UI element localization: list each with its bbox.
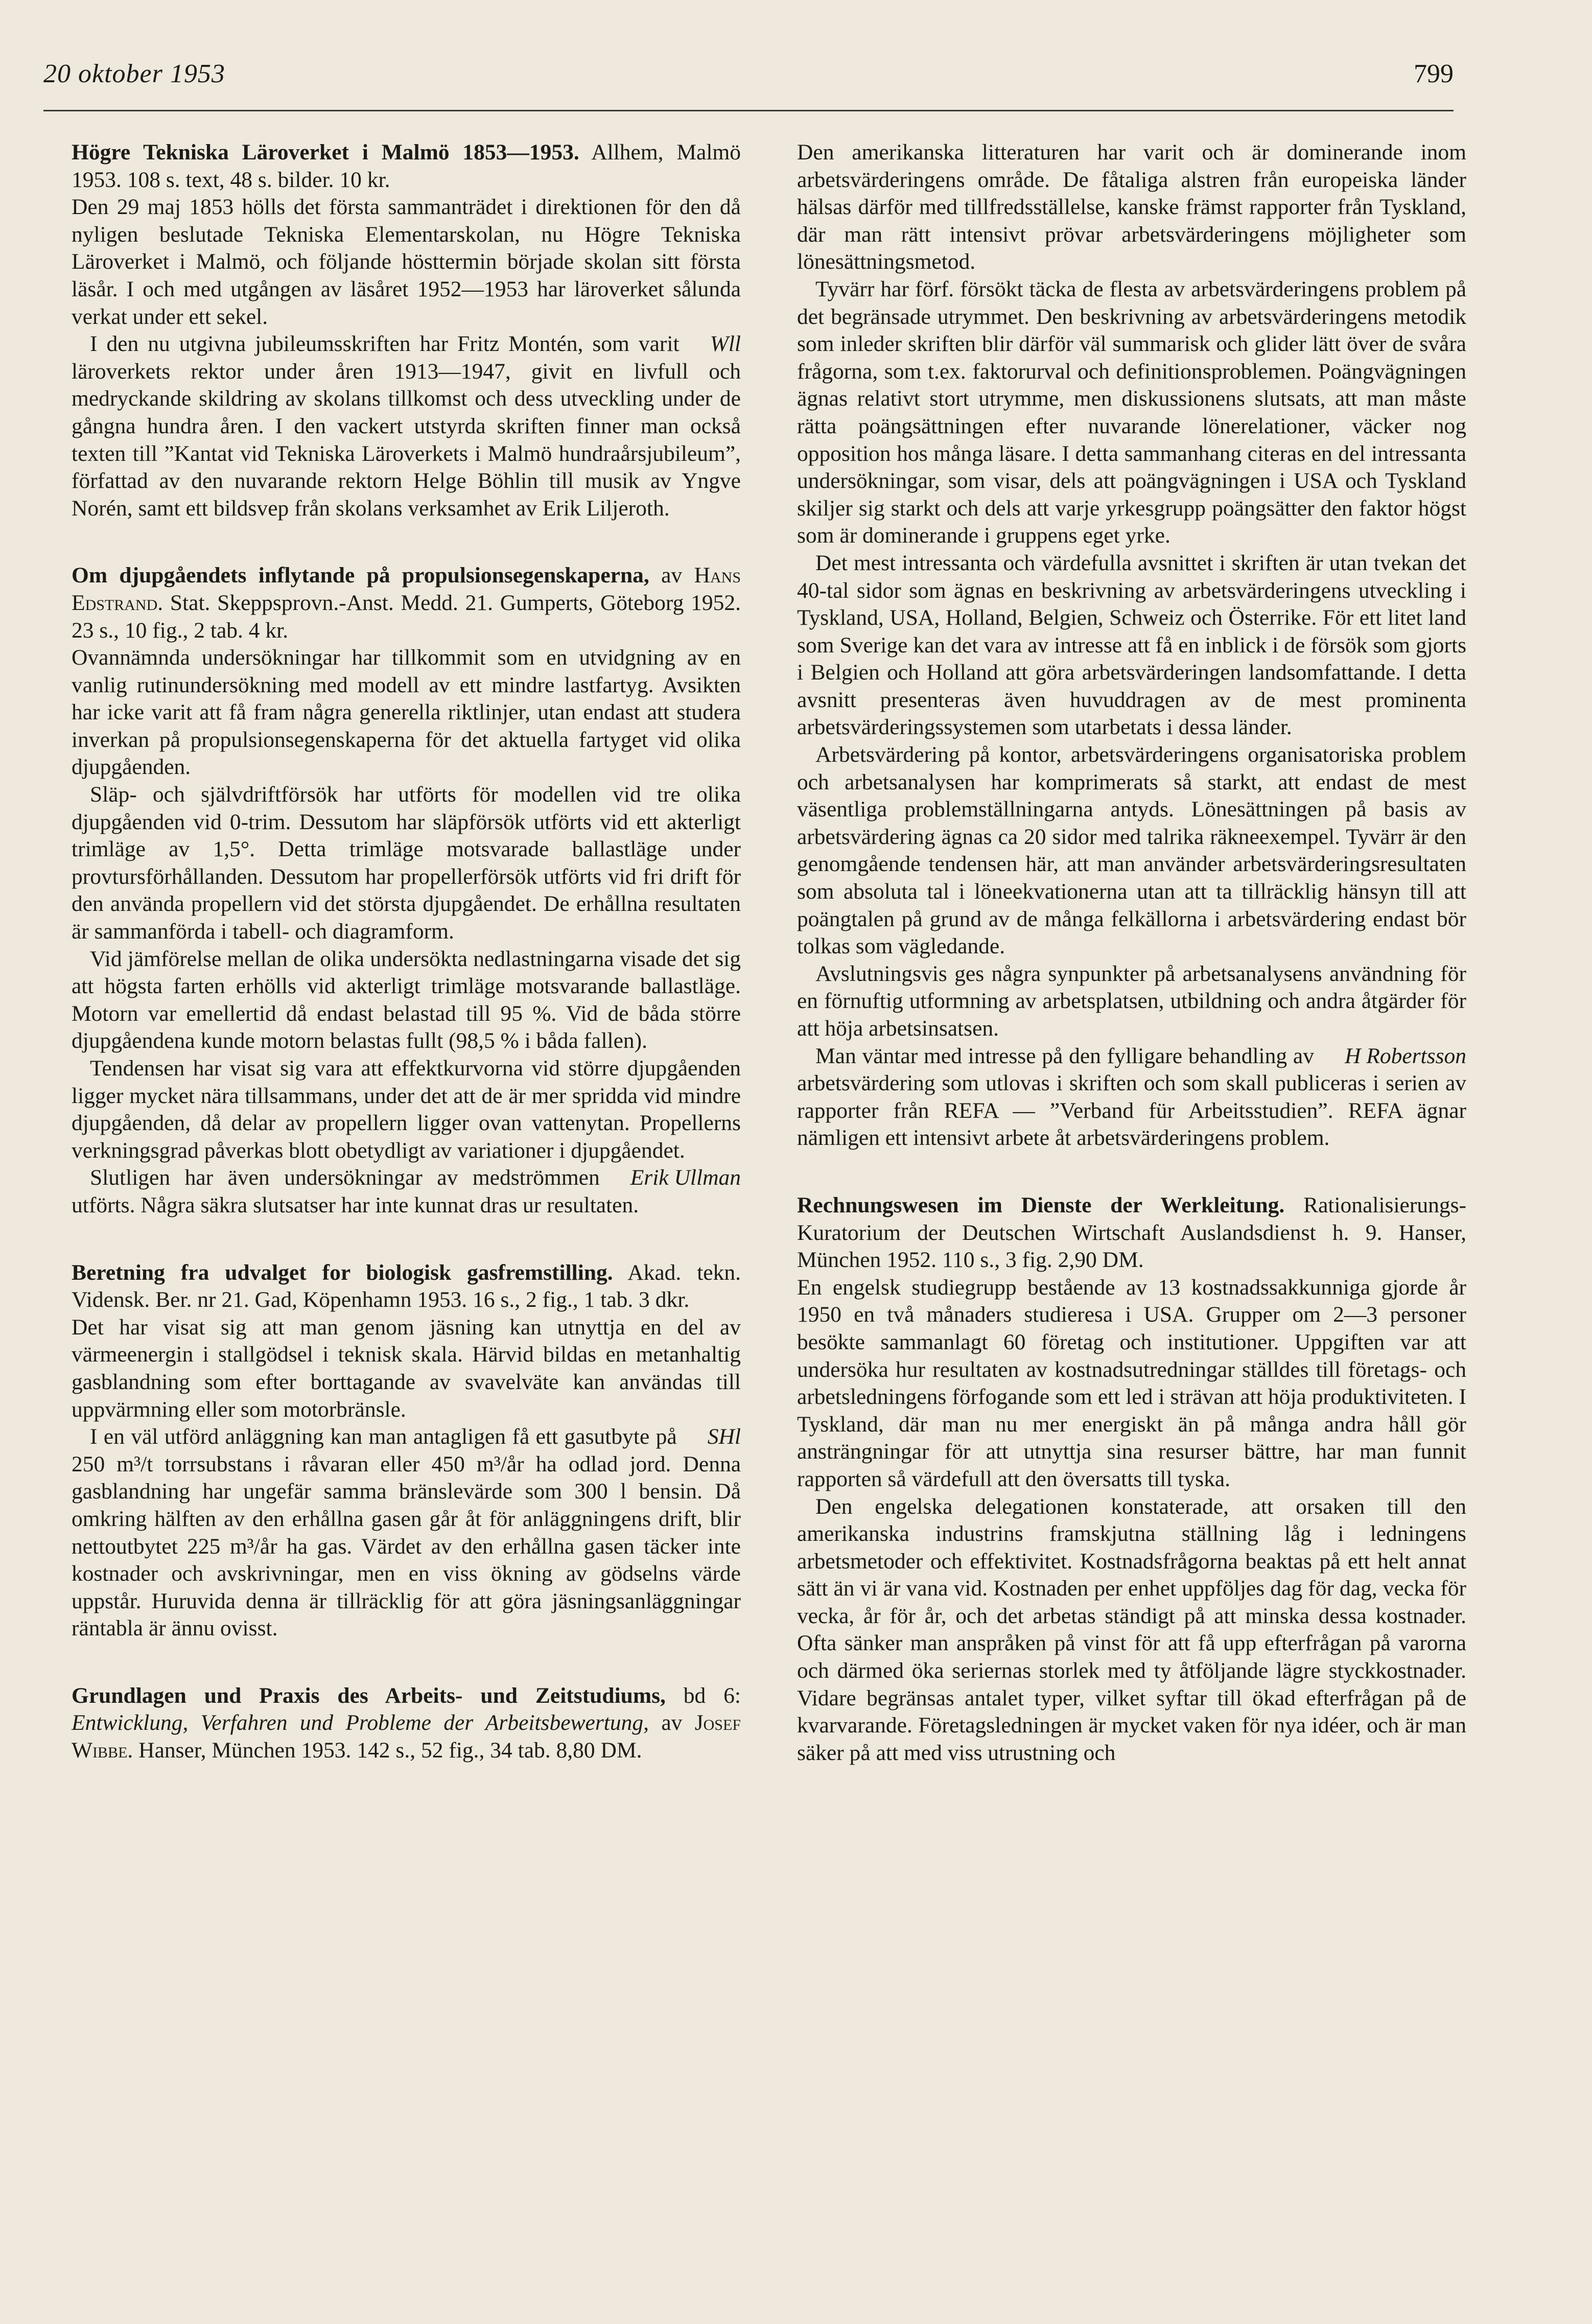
review-arbeitsbewertung-continued bbox=[797, 139, 1466, 1152]
review-djupgaendets-inflytande bbox=[72, 562, 741, 1219]
review-author: Hans Edstrand bbox=[72, 563, 741, 615]
review-paragraph: Det mest intressanta och värdefulla avsnittet i skriften är utan tvekan det 40-tal sidor som ägnas en beskrivning av arbetsvärderingens utveckling i Tyskland, USA, Holland, Belgien, Schweiz och Österrike. För ett litet land som Sverige kan det vara av intresse att få en inblick i de försök som gjorts i Belgien och Holland att göra arbetsvärderingen landsomfattande. I detta avsnitt presenteras även huvuddragen av de mest prominenta arbetsvärderingssystemen som utarbetats i dessa länder. bbox=[797, 550, 1466, 740]
review-heading bbox=[72, 139, 741, 194]
review-biblio: Akad. tekn. Vidensk. Ber. nr 21. Gad, Köpenhamn 1953. 16 s., 2 fig., 1 tab. 3 dkr. bbox=[72, 1260, 741, 1312]
review-author: Josef Wibbe bbox=[72, 1710, 741, 1763]
review-biologisk-gasfremstilling bbox=[72, 1259, 741, 1642]
review-paragraph: En engelsk studiegrupp bestående av 13 kostnadssakkunniga gjorde år 1950 en två månaders studieresa i USA. Grupper om 2—3 personer besökte sammanlagt 60 företag och institutioner. Uppgiften var att undersöka hur resultaten av kostnadsutredningar ställdes till företags- och arbetsledningens förfogande som ett led i strävan att höja produktiviteten. I Tyskland, där man nu mer energiskt än på många andra håll gör ansträngningar för att utnyttja sina resurser bättre, har man funnit rapporten så värdefull att den översatts till tyska. bbox=[797, 1275, 1466, 1491]
review-author-prefix: av bbox=[661, 1710, 683, 1735]
review-heading bbox=[72, 1682, 741, 1765]
review-paragraph: Tyvärr har förf. försökt täcka de flesta av arbetsvärderingens problem på det begränsade utrymmet. Den beskrivning av arbetsvärderingens metodik som inleder skriften blir därför väl summarisk och glider lätt över de svåra frågorna, som t.ex. faktorurval och definitionsproblemen. Poängvägningen ägnas relativt stort utrymme, men diskussionens slutsats, att man måste rätta poängsättningen efter nuvarande lönerelationer, väcker nog opposition hos många läsare. I detta sammanhang citeras en del intressanta undersökningar, som visar, dels att poängvägningen i USA och Tyskland skiljer sig starkt och dels att varje yrkesgrupp poängsätter den faktor högst som är dominerande i gruppens eget yrke. bbox=[797, 276, 1466, 548]
review-paragraph: Erik Ullman Slutligen har även undersökningar av medströmmen utförts. Några säkra slutsatser har inte kunnat dras ur resultaten. bbox=[72, 1165, 741, 1217]
review-heading bbox=[72, 1259, 741, 1314]
review-title: Rechnungswesen im Dienste der Werkleitung. bbox=[797, 1192, 1285, 1217]
review-paragraph: Wll I den nu utgivna jubileumsskriften har Fritz Montén, som varit läroverkets rektor under åren 1913—1947, givit en livfull och medryckande skildring av skolans tillkomst och dess utveckling under de gångna hundra åren. I den vackert utstyrda skriften finner man också texten till ”Kantat vid Tekniska Läroverkets i Malmö hundraårsjubileum”, författad av den nuvarande rektorn Helge Böhlin till musik av Yngve Norén, samt ett bildsvep från skolans verksamhet av Erik Liljeroth. bbox=[72, 332, 741, 521]
page-number: 799 bbox=[1414, 59, 1454, 88]
review-biblio: . Stat. Skeppsprovn.-Anst. Medd. 21. Gumperts, Göteborg 1952. 23 s., 10 fig., 2 tab. 4 kr. bbox=[72, 590, 741, 643]
review-series: bd 6: bbox=[683, 1683, 741, 1708]
review-signature: Erik Ullman bbox=[630, 1165, 741, 1190]
review-paragraph: Den 29 maj 1853 hölls det första sammanträdet i direktionen för den då nyligen beslutade Tekniska Elementarskolan, nu Högre Tekniska Läroverket i Malmö, och följande hösttermin började skolan sitt första läsår. I och med utgången av läsåret 1952—1953 har läroverket sålunda verkat under ett sekel. bbox=[72, 195, 741, 329]
review-paragraph: SHl I en väl utförd anläggning kan man antagligen få ett gasutbyte på 250 m³/t torrsubstans i råvaran eller 450 m³/år ha odlad jord. Denna gasblandning har ungefär samma bränslevärde som 300 l bensin. Då omkring hälften av den erhållna gasen går åt för anläggningens drift, blir nettoutbytet 225 m³/år ha gas. Värdet av den erhållna gasen täcker inte kostnader och avskrivningar, men en viss ökning av gödselns värde uppstår. Huruvida denna är tillräcklig för att göra jäsningsanläggningar räntabla är ännu ovisst. bbox=[72, 1424, 741, 1641]
review-paragraph: Avslutningsvis ges några synpunkter på arbetsanalysens användning för en förnuftig utformning av arbetsplatsen, utbildning och andra åtgärder för att höja arbetsinsatsen. bbox=[797, 961, 1466, 1041]
review-biblio: Allhem, Malmö 1953. 108 s. text, 48 s. bilder. 10 kr. bbox=[72, 140, 741, 192]
review-signature: Wll bbox=[710, 332, 741, 357]
left-column bbox=[72, 139, 741, 1804]
review-rechnungswesen bbox=[797, 1192, 1466, 1767]
review-paragraph: Släp- och självdriftförsök har utförts för modellen vid tre olika djupgåenden vid 0-trim. Dessutom har släpförsök utförts vid ett akterligt trimläge av 1,5°. Detta trimläge motsvarade ballastläge under provtursförhållanden. Dessutom har propellerförsök utförts vid fri drift för den använda propellern vid det största djupgåendet. De erhållna resultaten är sammanförda i tabell- och diagramform. bbox=[72, 782, 741, 944]
right-column bbox=[797, 139, 1466, 1806]
review-title: Högre Tekniska Läroverket i Malmö 1853—1953. bbox=[72, 140, 579, 165]
review-paragraph: Ovannämnda undersökningar har tillkommit som en utvidgning av en vanlig rutinundersökning med modell av ett mindre lastfartyg. Avsikten har icke varit att få fram några generella riktlinjer, utan endast att studera inverkan på propulsionsegenskaperna för det aktuella fartyget vid olika djupgåenden. bbox=[72, 645, 741, 780]
review-subtitle: Entwicklung, Verfahren und Probleme der Arbeitsbewertung, bbox=[72, 1710, 649, 1735]
review-tekniska-laroverket bbox=[72, 139, 741, 522]
review-biblio: Rationalisierungs-Kuratorium der Deutschen Wirtschaft Auslandsdienst h. 9. Hanser, München 1952. 110 s., 3 fig. 2,90 DM. bbox=[797, 1192, 1467, 1273]
review-paragraph: Vid jämförelse mellan de olika undersökta nedlastningarna visade det sig att högsta farten erhölls vid akterligt trimläge motsvarande ballastläge. Motorn var emellertid då endast belastad till 95 %. Vid de båda större djupgåendena kunde motorn belastas fullt (98,5 % i båda fallen). bbox=[72, 946, 741, 1053]
review-paragraph: Den amerikanska litteraturen har varit och är dominerande inom arbetsvärderingens område. De fåtaliga alstren från europeiska länder hälsas därför med tillfredsställelse, kanske främst rapporter från Tyskland, där man rätt intensivt prövar arbetsvärderingens möjligheter som lönesättningsmetod. bbox=[797, 140, 1466, 274]
review-title: Om djupgåendets inflytande på propulsionsegenskaperna, bbox=[72, 563, 649, 588]
review-paragraph: Arbetsvärdering på kontor, arbetsvärderingens organisatoriska problem och arbetsanalysen har komprimerats så starkt, att endast de mest väsentliga problemställningarna antyds. Lönesättningen på basis av arbetsvärdering ägnas ca 20 sidor med talrika räkneexempel. Tyvärr är den genomgående tendensen här, att man använder arbetsvärderingsresultaten som absoluta tal i löneekvationerna utan att ta tillräcklig hänsyn till att poängtalen på grund av de många felkällorna i arbetsvärdering endast bör tolkas som vägledande. bbox=[797, 742, 1466, 959]
review-paragraph: Det har visat sig att man genom jäsning kan utnyttja en del av värmeenergin i stallgödsel i teknisk skala. Härvid bildas en metanhaltig gasblandning som efter borttagande av svavelväte kan användas till uppvärmning eller som motorbränsle. bbox=[72, 1314, 741, 1422]
review-author-prefix: av bbox=[661, 563, 683, 588]
review-signature: SHl bbox=[707, 1424, 741, 1449]
review-heading bbox=[72, 562, 741, 644]
review-signature: H Robertsson bbox=[1344, 1043, 1466, 1068]
page-header bbox=[43, 54, 1454, 111]
review-heading bbox=[797, 1192, 1466, 1274]
review-title: Beretning fra udvalget for biologisk gasfremstilling. bbox=[72, 1260, 613, 1285]
header-date: 20 oktober 1953 bbox=[43, 59, 225, 88]
review-biblio: . Hanser, München 1953. 142 s., 52 fig., 34 tab. 8,80 DM. bbox=[127, 1738, 642, 1763]
review-arbeits-und-zeitstudium bbox=[72, 1682, 741, 1765]
review-title: Grundlagen und Praxis des Arbeits- und Zeitstudiums, bbox=[72, 1683, 666, 1708]
review-paragraph: Den engelska delegationen konstaterade, att orsaken till den amerikanska industrins framskjutna ställning låg i ledningens arbetsmetoder och effektivitet. Kostnadsfrågorna beaktas på ett helt annat sätt än vi är vana vid. Kostnaden per enhet uppföljes dag för dag, vecka för vecka, år för år, och det arbetas ständigt på att minska dessa kostnader. Ofta sänker man anspråken på vinst för att få upp efterfrågan på varorna och därmed öka seriernas storlek med ty åtföljande lägre styckkostnader. Vidare begränsas antalet typer, vilket syftar till ökad efterfrågan på de kvarvarande. Företagsledningen är mycket vaken för nya idéer, och är man säker på att med viss utrustning och bbox=[797, 1494, 1466, 1765]
review-paragraph: H Robertsson Man väntar med intresse på den fylligare behandling av arbetsvärdering som utlovas i skriften och som skall publiceras i serien av rapporter från REFA — ”Verband für Arbeitsstudien”. REFA ägnar nämligen ett intensivt arbete åt arbetsvärderingens problem. bbox=[797, 1043, 1466, 1151]
review-paragraph: Tendensen har visat sig vara att effektkurvorna vid större djupgåenden ligger mycket nära tillsammans, under det att de är mer spridda vid mindre djupgåenden, då delar av propellern ligger ovan vattenytan. Propellerns verkningsgrad påverkas blott obetydligt av variationer i djupgåendet. bbox=[72, 1056, 741, 1163]
